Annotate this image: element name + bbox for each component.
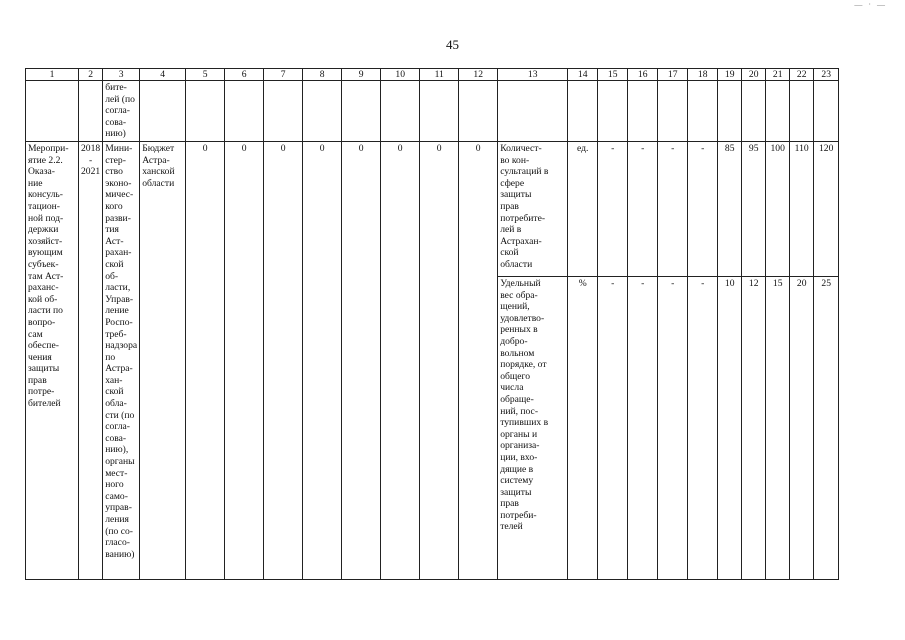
column-number-20: 20 — [742, 69, 766, 81]
funding-value: 0 — [264, 142, 303, 580]
funding-value: 0 — [420, 142, 459, 580]
funding-value: 0 — [186, 142, 225, 580]
cell — [264, 81, 303, 142]
cell — [814, 81, 839, 142]
cell — [742, 81, 766, 142]
funding-value: 0 — [459, 142, 498, 580]
event-row-indicator-1 — [26, 142, 839, 277]
column-number-8: 8 — [303, 69, 342, 81]
indicator-value: - — [688, 142, 718, 277]
cell — [498, 81, 568, 142]
indicator-name: Количест- во кон- сультаций в сфере защиты прав потребите- лей в Астрахан- ской области — [498, 142, 568, 277]
column-number-5: 5 — [186, 69, 225, 81]
column-number-11: 11 — [420, 69, 459, 81]
indicator-value: 85 — [718, 142, 742, 277]
indicator-value: 95 — [742, 142, 766, 277]
cell — [342, 81, 381, 142]
column-number-18: 18 — [688, 69, 718, 81]
column-number-22: 22 — [790, 69, 814, 81]
cell — [459, 81, 498, 142]
indicator-value: - — [628, 142, 658, 277]
column-number-23: 23 — [814, 69, 839, 81]
column-number-16: 16 — [628, 69, 658, 81]
indicator-value: - — [688, 277, 718, 580]
program-table — [25, 68, 839, 580]
column-number-12: 12 — [459, 69, 498, 81]
column-number-17: 17 — [658, 69, 688, 81]
cell — [303, 81, 342, 142]
indicator-value: 20 — [790, 277, 814, 580]
column-number-3: 3 — [103, 69, 140, 81]
indicator-value: 25 — [814, 277, 839, 580]
column-number-9: 9 — [342, 69, 381, 81]
continuation-row — [26, 81, 839, 142]
indicator-value: - — [598, 142, 628, 277]
indicator-unit: ед. — [568, 142, 598, 277]
cell — [658, 81, 688, 142]
funding-value: 0 — [381, 142, 420, 580]
indicator-unit: % — [568, 277, 598, 580]
column-number-15: 15 — [598, 69, 628, 81]
event-executors: Мини- стер- ство эконо- мичес- кого разви- тия Аст- рахан- ской об- ласти, Управ- ление Роспо- треб- надзора по Астра- хан- ской обла- сти (по согла- сова- нию), органы мест- ного само- управ- ления (по со- гласо- ванию) — [103, 142, 140, 580]
column-number-14: 14 — [568, 69, 598, 81]
cell — [140, 81, 186, 142]
cell — [420, 81, 459, 142]
column-number-2: 2 — [79, 69, 103, 81]
column-number-10: 10 — [381, 69, 420, 81]
indicator-value: - — [658, 277, 688, 580]
event-title: Меропри- ятие 2.2. Оказа- ние консуль- тацион- ной под- держки хозяйст- вующим субъек- там Аст- раханс- кой об- ласти по вопро- сам обеспе- чения защиты прав потре- бителей — [26, 142, 79, 580]
indicator-value: 12 — [742, 277, 766, 580]
executors-continuation: бите- лей (по согла- сова- нию) — [103, 81, 140, 142]
cell — [381, 81, 420, 142]
cell — [790, 81, 814, 142]
cell — [568, 81, 598, 142]
funding-value: 0 — [225, 142, 264, 580]
indicator-value: 15 — [766, 277, 790, 580]
indicator-value: 100 — [766, 142, 790, 277]
column-number-7: 7 — [264, 69, 303, 81]
column-number-4: 4 — [140, 69, 186, 81]
cell — [628, 81, 658, 142]
column-number-row — [26, 69, 839, 81]
cell — [225, 81, 264, 142]
column-number-1: 1 — [26, 69, 79, 81]
scan-marks: — · — — [854, 0, 887, 9]
cell — [79, 81, 103, 142]
funding-value: 0 — [303, 142, 342, 580]
indicator-value: - — [598, 277, 628, 580]
column-number-13: 13 — [498, 69, 568, 81]
column-number-19: 19 — [718, 69, 742, 81]
indicator-value: 120 — [814, 142, 839, 277]
indicator-value: - — [628, 277, 658, 580]
indicator-value: 110 — [790, 142, 814, 277]
cell — [688, 81, 718, 142]
cell — [598, 81, 628, 142]
funding-source: Бюджет Астра- ханской области — [140, 142, 186, 580]
column-number-6: 6 — [225, 69, 264, 81]
cell — [26, 81, 79, 142]
funding-value: 0 — [342, 142, 381, 580]
cell — [186, 81, 225, 142]
column-number-21: 21 — [766, 69, 790, 81]
indicator-value: - — [658, 142, 688, 277]
cell — [766, 81, 790, 142]
page-number: 45 — [446, 37, 459, 52]
indicator-name: Удельный вес обра- щений, удовлетво- ренных в добро- вольном порядке, от общего числа обраще- ний, пос- тупивших в органы и организа- ции, вхо- дящие в систему защиты прав потреби- телей — [498, 277, 568, 580]
indicator-value: 10 — [718, 277, 742, 580]
event-period: 2018 - 2021 — [79, 142, 103, 580]
cell — [718, 81, 742, 142]
